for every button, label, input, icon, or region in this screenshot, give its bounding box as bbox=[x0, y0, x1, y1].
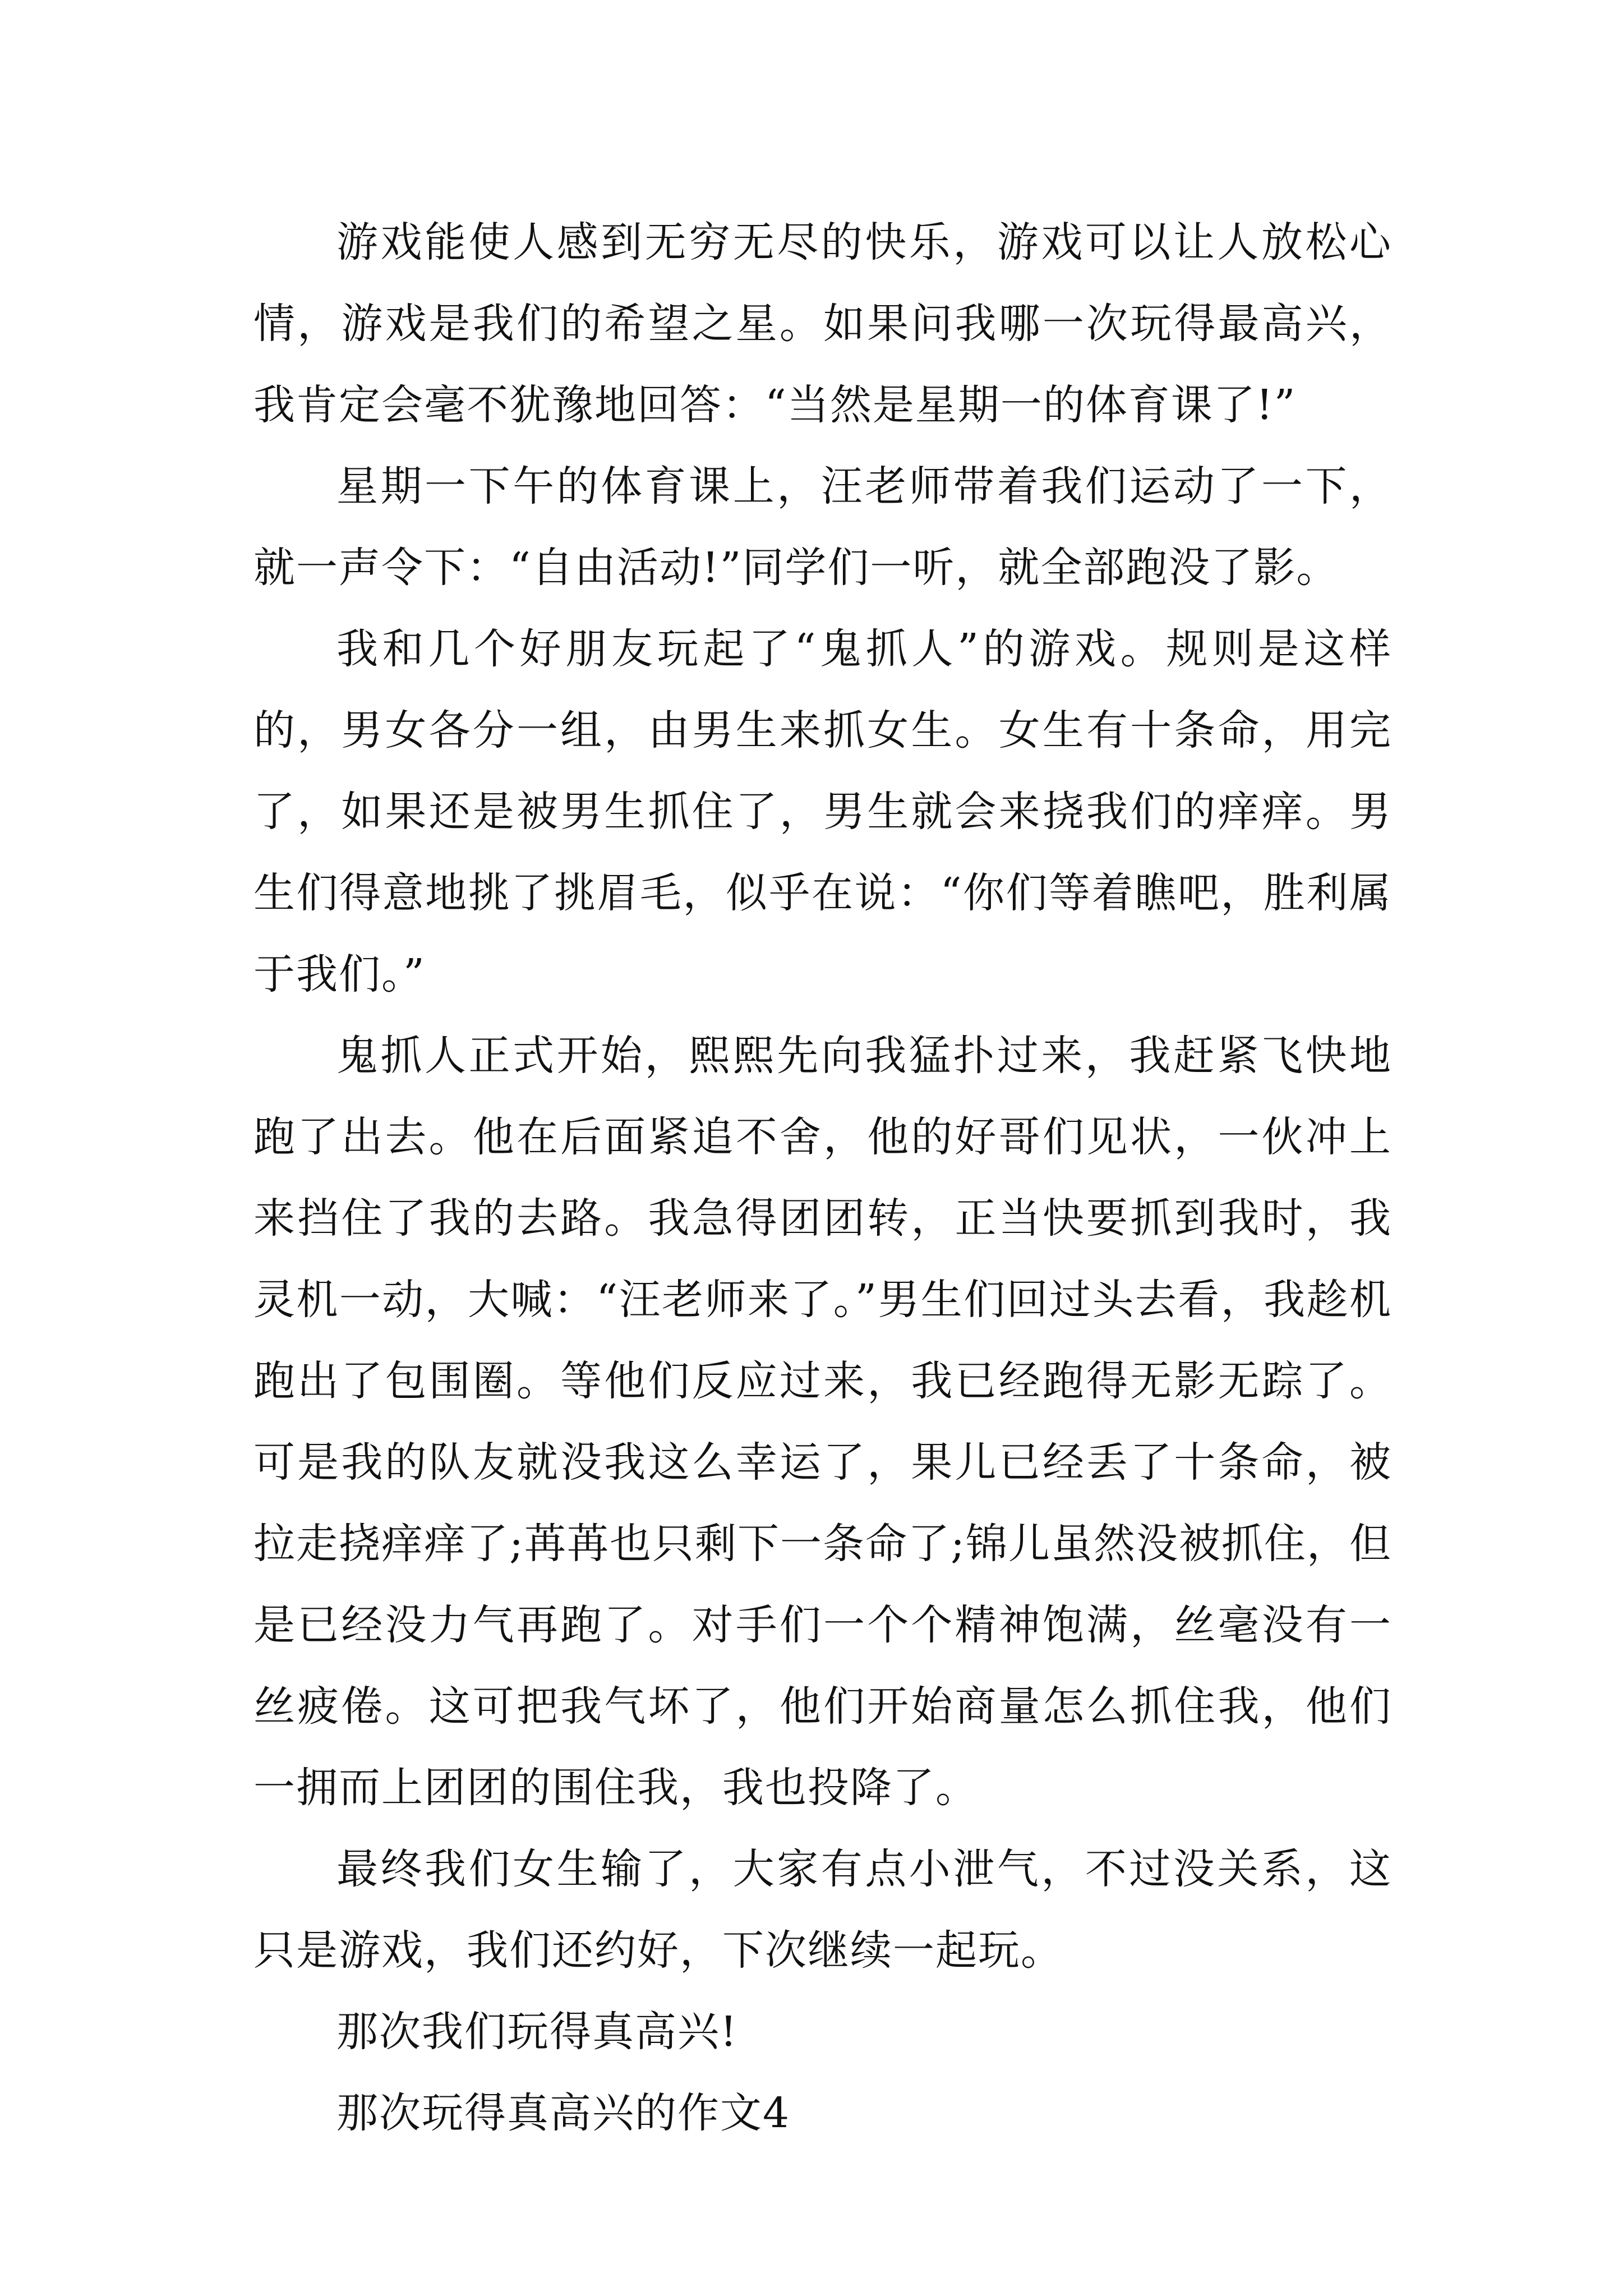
essay-body bbox=[253, 202, 1392, 2154]
paragraph-conclusion: 那次我们玩得真高兴! bbox=[336, 2008, 738, 2056]
next-essay-title: 那次玩得真高兴的作文4 bbox=[336, 2089, 791, 2137]
paragraph-result: 最终我们女生输了，大家有点小泄气，不过没关系，这只是游戏，我们还约好，下次继续一起玩。 bbox=[253, 1845, 1392, 1975]
paragraph-intro: 游戏能使人感到无穷无尽的快乐，游戏可以让人放松心情，游戏是我们的希望之星。如果问我哪一次玩得最高兴，我肯定会毫不犹豫地回答：“当然是星期一的体育课了!” bbox=[253, 218, 1392, 429]
paragraph-chase: 鬼抓人正式开始，熙熙先向我猛扑过来，我赶紧飞快地跑了出去。他在后面紧追不舍，他的好哥们见状，一伙冲上来挡住了我的去路。我急得团团转，正当快要抓到我时，我灵机一动，大喊：“汪老师来了。”男生们回过头去看，我趁机跑出了包围圈。等他们反应过来，我已经跑得无影无踪了。可是我的队友就没我这么幸运了，果儿已经丢了十条命，被拉走挠痒痒了;苒苒也只剩下一条命了;锦儿虽然没被抓住，但是已经没力气再跑了。对手们一个个精神饱满，丝毫没有一丝疲倦。这可把我气坏了，他们开始商量怎么抓住我，他们一拥而上团团的围住我，我也投降了。 bbox=[253, 1032, 1392, 1812]
paragraph-game-rules: 我和几个好朋友玩起了“鬼抓人”的游戏。规则是这样的，男女各分一组，由男生来抓女生。女生有十条命，用完了，如果还是被男生抓住了，男生就会来挠我们的痒痒。男生们得意地挑了挑眉毛，似乎在说：“你们等着瞧吧，胜利属于我们。” bbox=[253, 625, 1392, 999]
paragraph-pe-class: 星期一下午的体育课上，汪老师带着我们运动了一下，就一声令下：“自由活动!”同学们一听，就全部跑没了影。 bbox=[253, 462, 1392, 592]
